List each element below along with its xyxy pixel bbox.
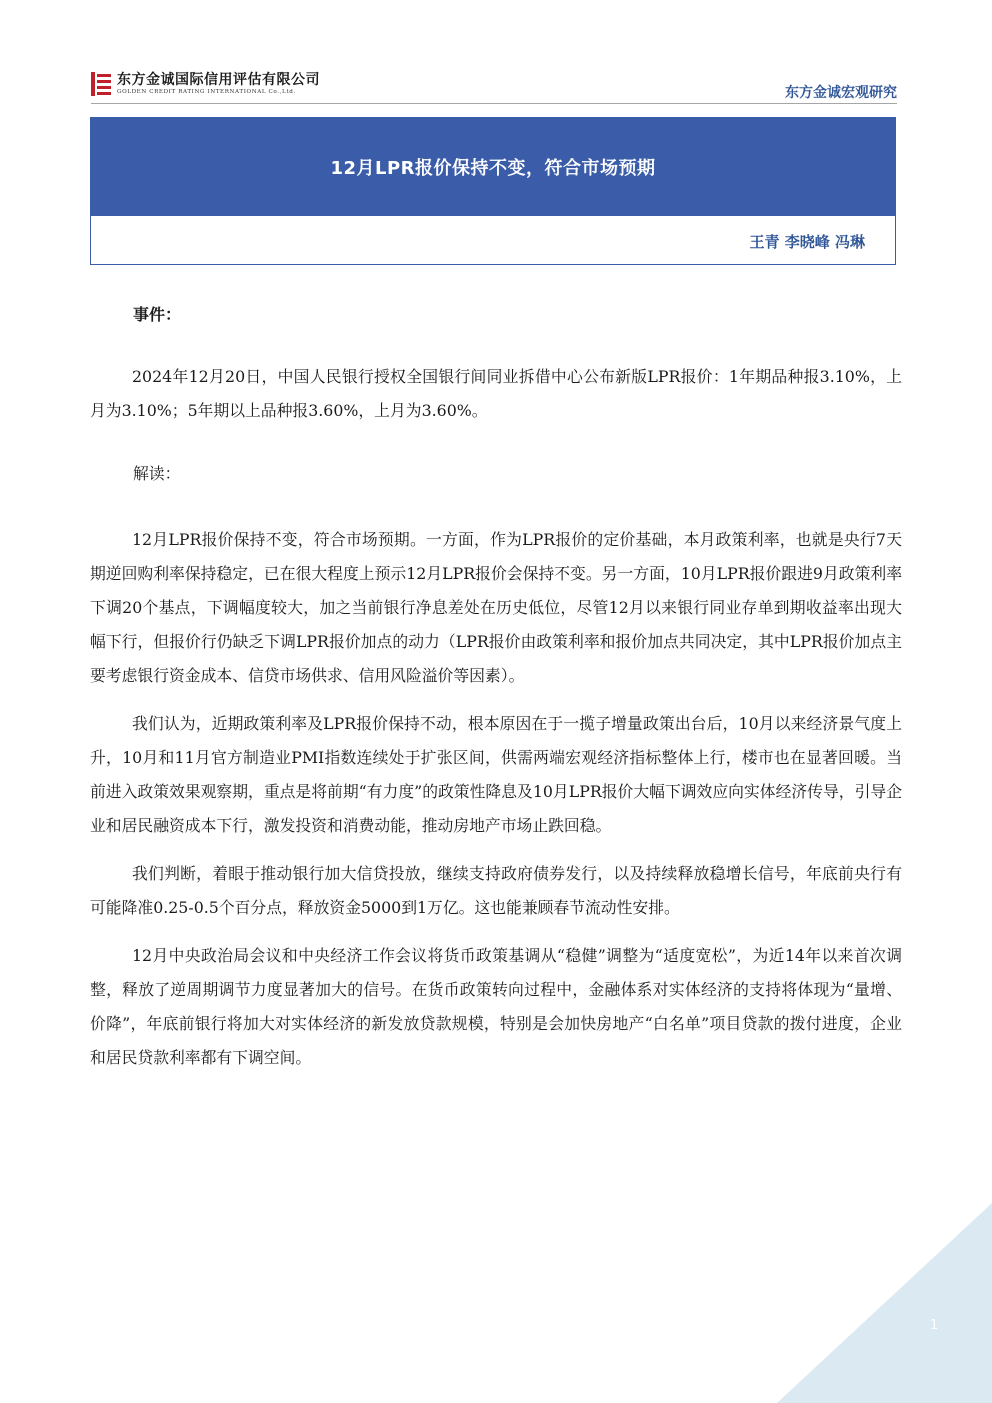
body-section	[90, 523, 902, 1075]
event-section	[90, 360, 902, 428]
title-box	[90, 117, 896, 265]
page-number: 1	[930, 1318, 939, 1333]
authors: 王青 李晓峰 冯琳	[749, 233, 865, 251]
event-heading: 事件：	[133, 305, 182, 324]
company-name-en: GOLDEN CREDIT RATING INTERNATIONAL Co.,Ltd.	[117, 89, 296, 95]
company-logo-icon	[91, 72, 113, 96]
title-band	[91, 118, 895, 216]
company-name-cn: 东方金诚国际信用评估有限公司	[117, 72, 320, 88]
body-paragraph: 我们判断，着眼于推动银行加大信贷投放，继续支持政府债券发行，以及持续释放稳增长信号，年底前央行有可能降准0.25-0.5个百分点，释放资金5000到1万亿。这也能兼顾春节流动性安排。	[90, 864, 902, 917]
interpretation-label: 解读：	[133, 464, 181, 483]
page-title: 12月LPR报价保持不变，符合市场预期	[330, 158, 656, 179]
body-paragraph: 12月LPR报价保持不变，符合市场预期。一方面，作为LPR报价的定价基础，本月政策利率，也就是央行7天期逆回购利率保持稳定，已在很大程度上预示12月LPR报价会保持不变。另一方面，10月LPR报价跟进9月政策利率下调20个基点，下调幅度较大，加之当前银行净息差处在历史低位，尽管12月以来银行同业存单到期收益率出现大幅下行，但报价行仍缺乏下调LPR报价加点的动力（LPR报价由政策利率和报价加点共同决定，其中LPR报价加点主要考虑银行资金成本、信贷市场供求、信用风险溢价等因素）。	[90, 530, 902, 685]
body-paragraph: 我们认为，近期政策利率及LPR报价保持不动，根本原因在于一揽子增量政策出台后，10月以来经济景气度上升，10月和11月官方制造业PMI指数连续处于扩张区间，供需两端宏观经济指标整体上行，楼市也在显著回暖。当前进入政策效果观察期，重点是将前期“有力度”的政策性降息及10月LPR报价大幅下调效应向实体经济传导，引导企业和居民融资成本下行，激发投资和消费动能，推动房地产市场止跌回稳。	[90, 714, 902, 835]
brand-label: 东方金诚宏观研究	[785, 85, 897, 101]
company-logo	[91, 72, 320, 96]
body-paragraph: 12月中央政治局会议和中央经济工作会议将货币政策基调从“稳健”调整为“适度宽松”，为近14年以来首次调整，释放了逆周期调节力度显著加大的信号。在货币政策转向过程中，金融体系对实体经济的支持将体现为“量增、价降”，年底前银行将加大对实体经济的新发放贷款规模，特别是会加快房地产“白名单”项目贷款的拨付进度，企业和居民贷款利率都有下调空间。	[90, 946, 902, 1067]
header-divider	[91, 103, 897, 104]
event-paragraph: 2024年12月20日，中国人民银行授权全国银行间同业拆借中心公布新版LPR报价：1年期品种报3.10%，上月为3.10%；5年期以上品种报3.60%，上月为3.60%。	[90, 367, 902, 420]
corner-decoration	[777, 1203, 992, 1403]
